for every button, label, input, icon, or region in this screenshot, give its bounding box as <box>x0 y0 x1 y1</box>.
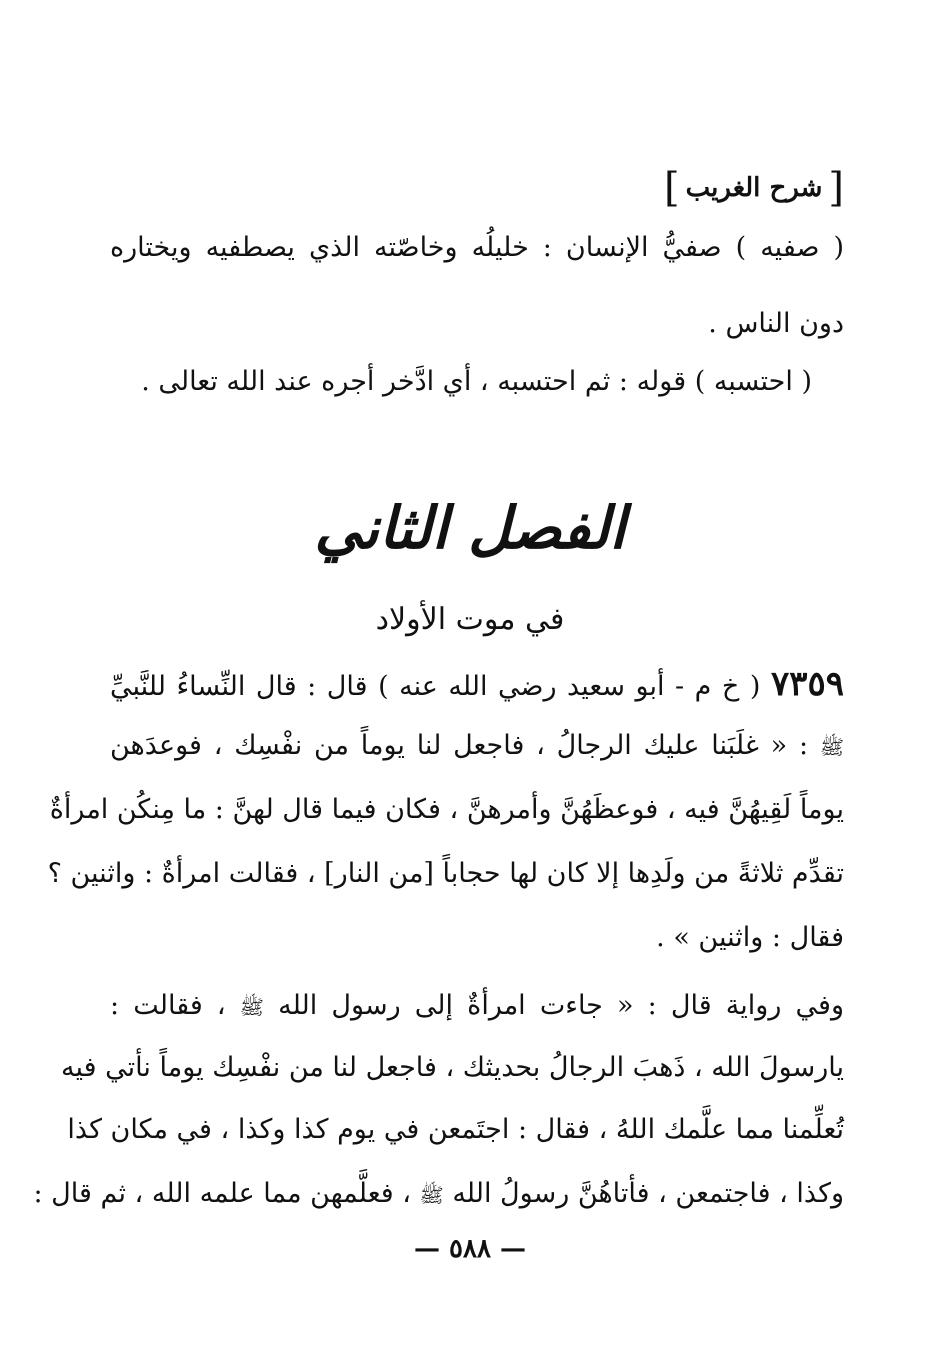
riwaya-line-3: تُعلِّمنا مما علَّمك اللهُ ، فقال : اجتَمعن في يوم كذا وكذا ، في مكان كذا <box>67 1114 844 1145</box>
hadith-text-line-5: فقال : واثنين » . <box>656 922 844 953</box>
glossary-heading-text: شرح الغريب <box>685 173 823 203</box>
glossary-entry-safiyyuhu: ( صفيه ) صفيُّ الإنسان : خليلُه وخاصّته الذي يصطفيه ويختاره <box>110 232 844 263</box>
hadith-number: ٧٣٥٩ <box>770 664 844 704</box>
close-bracket-glyph: ] <box>664 165 680 211</box>
riwaya-text-4a: وكذا ، فاجتمعن ، فأتاهُنَّ رسولُ الله <box>452 1178 844 1209</box>
chapter-title: الفصل الثاني <box>314 494 626 562</box>
glossary-heading <box>664 165 844 211</box>
hadith-line <box>110 726 844 766</box>
page-number: — ٥٨٨ — <box>413 1234 527 1264</box>
salla-ligature-icon: ﷺ <box>239 994 264 1019</box>
hadith-text-line-3: يوماً لَقِيهُنَّ فيه ، فوعظَهُنَّ وأمرهنَّ ، فكان فيما قال لهنَّ : ما مِنكُن امرأةٌ <box>49 794 844 825</box>
salla-ligature-icon: ﷺ <box>819 734 844 759</box>
hadith-opening-line <box>110 664 844 707</box>
chapter-subtitle: في موت الأولاد <box>375 602 565 637</box>
riwaya-line-1 <box>110 986 844 1026</box>
riwaya-text-4b: ، فعلَّمهن مما علمه الله ، ثم قال : <box>33 1178 411 1209</box>
glossary-entry-safiyyuhu-continued: دون الناس . <box>708 308 844 339</box>
riwaya-line-2: يارسولَ الله ، ذَهبَ الرجالُ بحديثك ، فاجعل لنا من نفْسِك يوماً نأتي فيه <box>61 1052 844 1083</box>
hadith-isnad: ( خ م - أبو سعيد رضي الله عنه ) قال : قال النِّساءُ للنَّبيِّ <box>110 671 761 702</box>
hadith-text-line-4: تقدِّم ثلاثةً من ولَدِها إلا كان لها حجاباً [من النار] ، فقالت امرأةٌ : واثنين ؟ <box>47 858 844 889</box>
open-bracket-glyph: [ <box>828 165 844 211</box>
riwaya-text-1a: وفي رواية قال : « جاءت امرأةٌ إلى رسول الله <box>278 990 844 1021</box>
glossary-entry-ihtasabahu: ( احتسبه ) قوله : ثم احتسبه ، أي ادَّخر أجره عند الله تعالى . <box>141 366 812 397</box>
riwaya-line-4 <box>33 1174 844 1214</box>
salla-ligature-icon: ﷺ <box>419 1182 444 1207</box>
hadith-text-line-2: : « غلَبَنا عليك الرجالُ ، فاجعل لنا يوماً من نفْسِك ، فوعدَهن <box>110 730 809 761</box>
riwaya-text-1b: ، فقالت : <box>110 990 226 1021</box>
